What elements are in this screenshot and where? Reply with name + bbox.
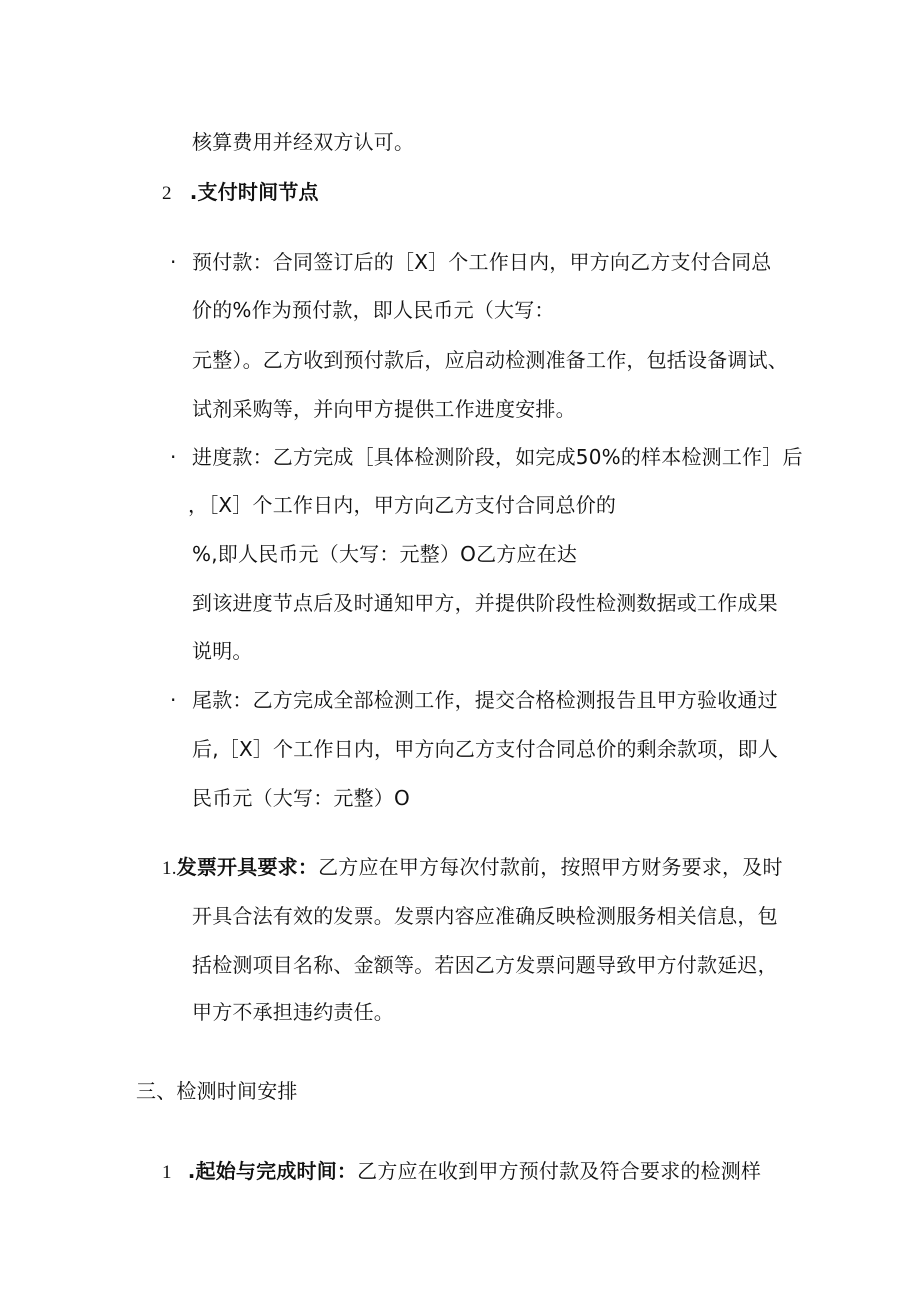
invoice-requirement-line-1 (162, 853, 783, 883)
progress-payment-line-3: %,即人民币元（大写：元整）O乙方应在达 (192, 542, 578, 566)
invoice-title: 发票开具要求： (176, 855, 319, 879)
section-heading-testing-schedule: 三、检测时间安排 (136, 1079, 298, 1103)
prepayment-line-3: 元整）。乙方收到预付款后，应启动检测准备工作，包括设备调试、 (192, 348, 788, 372)
section-number: 2 (162, 183, 172, 204)
item-dot: . (187, 1159, 196, 1183)
section-heading-payment-schedule (162, 178, 319, 208)
item-number: 1. (162, 858, 177, 879)
bullet-icon: · (170, 445, 177, 469)
item-number: 1 (162, 1162, 172, 1183)
bullet-icon: · (170, 250, 177, 274)
start-completion-line-1 (162, 1157, 761, 1187)
section-title: 支付时间节点 (197, 180, 319, 204)
prepayment-line-2: 价的%作为预付款，即人民币元（大写： (192, 298, 555, 322)
invoice-text: 乙方应在甲方每次付款前，按照甲方财务要求，及时 (318, 855, 783, 879)
progress-payment-line-5: 说明。 (192, 639, 253, 663)
final-payment-line-1: 尾款：乙方完成全部检测工作，提交合格检测报告且甲方验收通过 (192, 688, 778, 712)
final-payment-line-2: 后,［X］个工作日内，甲方向乙方支付合同总价的剩余款项，即人 (192, 737, 779, 761)
start-completion-title: 起始与完成时间： (195, 1159, 358, 1183)
section-dot: . (189, 180, 198, 204)
prepayment-line-4: 试剂采购等，并向甲方提供工作进度安排。 (192, 397, 576, 421)
invoice-requirement-line-4: 甲方不承担违约责任。 (192, 1000, 394, 1024)
bullet-icon: · (170, 688, 177, 712)
final-payment-line-3: 民币元（大写：元整）O (192, 786, 410, 810)
progress-payment-line-4: 到该进度节点后及时通知甲方，并提供阶段性检测数据或工作成果 (192, 591, 778, 615)
progress-payment-line-2: ，［X］个工作日内，甲方向乙方支付合同总价的 (188, 493, 617, 517)
progress-payment-line-1: 进度款：乙方完成［具体检测阶段，如完成50%的样本检测工作］后 (192, 445, 803, 469)
paragraph-line: 核算费用并经双方认可。 (192, 130, 415, 154)
invoice-requirement-line-2: 开具合法有效的发票。发票内容应准确反映检测服务相关信息，包 (192, 904, 778, 928)
invoice-requirement-line-3: 括检测项目名称、金额等。若因乙方发票问题导致甲方付款延迟， (192, 953, 778, 977)
start-completion-text: 乙方应在收到甲方预付款及符合要求的检测样 (357, 1159, 762, 1183)
prepayment-line-1: 预付款：合同签订后的［X］个工作日内，甲方向乙方支付合同总 (192, 250, 772, 274)
